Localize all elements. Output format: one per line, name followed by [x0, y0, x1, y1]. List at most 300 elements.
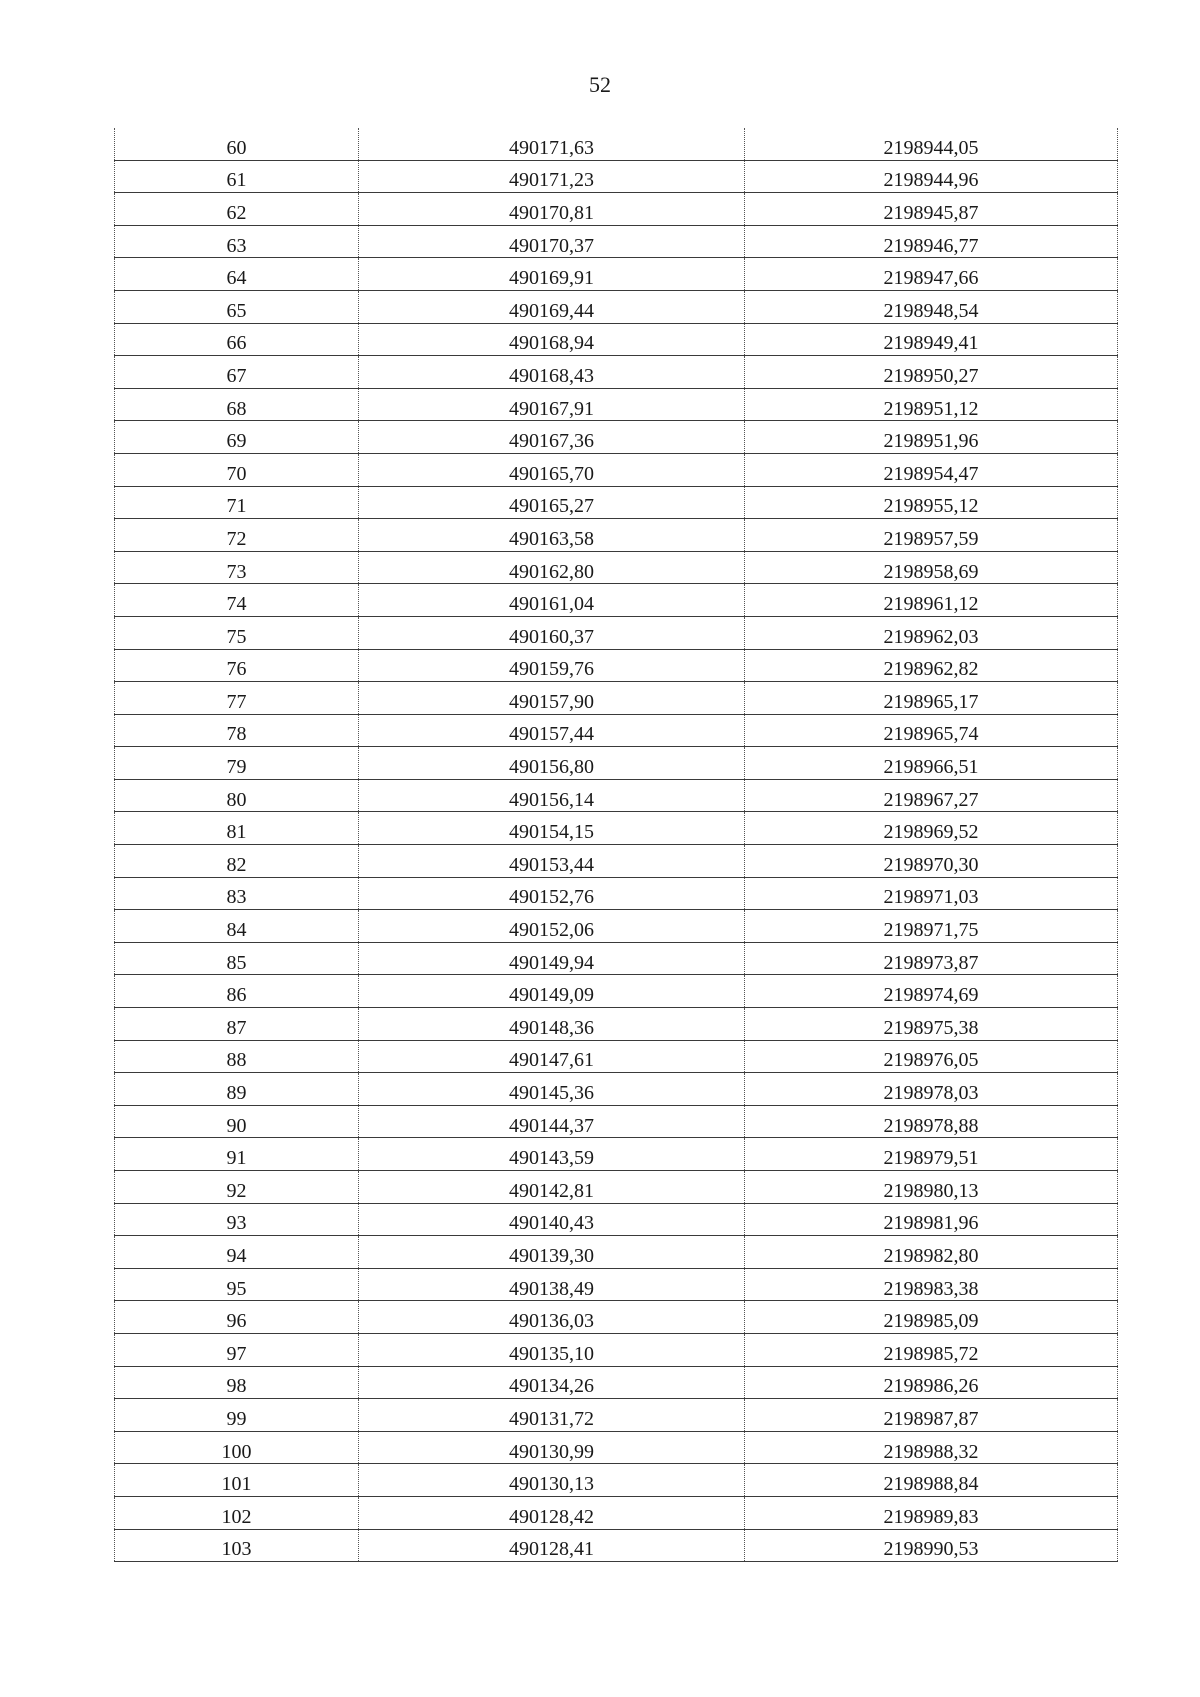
y-coordinate-cell [745, 1203, 1118, 1236]
y-coordinate-cell [745, 1138, 1118, 1171]
point-number-text: 70 [226, 462, 247, 485]
x-coordinate-cell [359, 551, 745, 584]
y-coordinate-cell [745, 812, 1118, 845]
y-coordinate-text: 2198975,38 [883, 1016, 979, 1039]
x-coordinate-cell [359, 128, 745, 160]
y-coordinate-cell [745, 1496, 1118, 1529]
x-coordinate-text: 490136,03 [509, 1310, 594, 1333]
table-row [115, 1431, 1118, 1464]
point-number-cell [115, 1203, 359, 1236]
y-coordinate-cell [745, 519, 1118, 552]
y-coordinate-cell [745, 1105, 1118, 1138]
x-coordinate-cell [359, 1203, 745, 1236]
x-coordinate-text: 490156,80 [509, 756, 594, 779]
table-row [115, 1171, 1118, 1204]
table-row [115, 453, 1118, 486]
table-row [115, 877, 1118, 910]
x-coordinate-cell [359, 356, 745, 389]
x-coordinate-text: 490169,44 [509, 299, 594, 322]
point-number-text: 92 [226, 1179, 247, 1202]
point-number-text: 79 [226, 756, 247, 779]
x-coordinate-text: 490134,26 [509, 1375, 594, 1398]
point-number-text: 101 [221, 1473, 252, 1496]
point-number-text: 90 [226, 1114, 247, 1137]
point-number-text: 71 [226, 495, 247, 518]
y-coordinate-cell [745, 1464, 1118, 1497]
x-coordinate-text: 490170,37 [509, 234, 594, 257]
point-number-cell [115, 942, 359, 975]
point-number-cell [115, 1138, 359, 1171]
point-number-text: 87 [226, 1016, 247, 1039]
x-coordinate-cell [359, 747, 745, 780]
table-row [115, 1008, 1118, 1041]
table-row [115, 1236, 1118, 1269]
x-coordinate-cell [359, 421, 745, 454]
x-coordinate-cell [359, 910, 745, 943]
x-coordinate-text: 490149,09 [509, 984, 594, 1007]
x-coordinate-text: 490171,23 [509, 169, 594, 192]
point-number-cell [115, 453, 359, 486]
point-number-text: 96 [226, 1310, 247, 1333]
point-number-cell [115, 356, 359, 389]
table-row [115, 551, 1118, 584]
y-coordinate-cell [745, 845, 1118, 878]
point-number-cell [115, 421, 359, 454]
table-row [115, 225, 1118, 258]
table-row [115, 1496, 1118, 1529]
y-coordinate-text: 2198962,82 [883, 658, 979, 681]
x-coordinate-text: 490152,76 [509, 886, 594, 909]
y-coordinate-text: 2198988,32 [883, 1440, 979, 1463]
point-number-text: 66 [226, 332, 247, 355]
table-row [115, 1203, 1118, 1236]
x-coordinate-cell [359, 1268, 745, 1301]
y-coordinate-text: 2198983,38 [883, 1277, 979, 1300]
table-row [115, 1268, 1118, 1301]
point-number-text: 83 [226, 886, 247, 909]
point-number-text: 65 [226, 299, 247, 322]
x-coordinate-cell [359, 160, 745, 193]
y-coordinate-cell [745, 453, 1118, 486]
point-number-text: 89 [226, 1082, 247, 1105]
table-row [115, 1301, 1118, 1334]
point-number-text: 86 [226, 984, 247, 1007]
point-number-cell [115, 682, 359, 715]
table-row [115, 1138, 1118, 1171]
point-number-cell [115, 845, 359, 878]
table-row [115, 193, 1118, 226]
point-number-text: 78 [226, 723, 247, 746]
y-coordinate-cell [745, 649, 1118, 682]
point-number-text: 81 [226, 821, 247, 844]
x-coordinate-cell [359, 584, 745, 617]
x-coordinate-text: 490138,49 [509, 1277, 594, 1300]
y-coordinate-text: 2198987,87 [883, 1407, 979, 1430]
y-coordinate-text: 2198973,87 [883, 951, 979, 974]
y-coordinate-text: 2198965,17 [883, 690, 979, 713]
y-coordinate-text: 2198945,87 [883, 201, 979, 224]
y-coordinate-cell [745, 877, 1118, 910]
x-coordinate-cell [359, 975, 745, 1008]
x-coordinate-text: 490154,15 [509, 821, 594, 844]
table-row [115, 845, 1118, 878]
point-number-text: 69 [226, 430, 247, 453]
y-coordinate-text: 2198985,09 [883, 1310, 979, 1333]
x-coordinate-text: 490170,81 [509, 201, 594, 224]
coordinates-table [114, 128, 1118, 1562]
y-coordinate-cell [745, 290, 1118, 323]
x-coordinate-cell [359, 323, 745, 356]
y-coordinate-text: 2198962,03 [883, 625, 979, 648]
x-coordinate-text: 490157,44 [509, 723, 594, 746]
y-coordinate-cell [745, 1431, 1118, 1464]
point-number-text: 80 [226, 788, 247, 811]
point-number-text: 95 [226, 1277, 247, 1300]
y-coordinate-text: 2198944,05 [883, 136, 979, 159]
y-coordinate-cell [745, 1399, 1118, 1432]
y-coordinate-cell [745, 747, 1118, 780]
y-coordinate-cell [745, 160, 1118, 193]
y-coordinate-cell [745, 942, 1118, 975]
x-coordinate-text: 490163,58 [509, 527, 594, 550]
table-row [115, 1040, 1118, 1073]
y-coordinate-cell [745, 1073, 1118, 1106]
table-row [115, 649, 1118, 682]
y-coordinate-text: 2198971,03 [883, 886, 979, 909]
y-coordinate-text: 2198961,12 [883, 593, 979, 616]
point-number-cell [115, 910, 359, 943]
y-coordinate-text: 2198969,52 [883, 821, 979, 844]
x-coordinate-text: 490139,30 [509, 1244, 594, 1267]
y-coordinate-cell [745, 1333, 1118, 1366]
x-coordinate-text: 490171,63 [509, 136, 594, 159]
y-coordinate-cell [745, 1268, 1118, 1301]
point-number-cell [115, 1399, 359, 1432]
x-coordinate-cell [359, 942, 745, 975]
y-coordinate-cell [745, 1366, 1118, 1399]
table-row [115, 290, 1118, 323]
table-row [115, 910, 1118, 943]
point-number-cell [115, 649, 359, 682]
y-coordinate-text: 2198949,41 [883, 332, 979, 355]
y-coordinate-text: 2198988,84 [883, 1473, 979, 1496]
table-row [115, 1529, 1118, 1562]
point-number-cell [115, 128, 359, 160]
y-coordinate-cell [745, 975, 1118, 1008]
x-coordinate-text: 490145,36 [509, 1082, 594, 1105]
point-number-cell [115, 551, 359, 584]
point-number-text: 84 [226, 919, 247, 942]
y-coordinate-cell [745, 779, 1118, 812]
y-coordinate-text: 2198974,69 [883, 984, 979, 1007]
table-row [115, 584, 1118, 617]
y-coordinate-cell [745, 1008, 1118, 1041]
table-row [115, 388, 1118, 421]
y-coordinate-text: 2198982,80 [883, 1244, 979, 1267]
y-coordinate-text: 2198944,96 [883, 169, 979, 192]
point-number-text: 97 [226, 1342, 247, 1365]
y-coordinate-text: 2198990,53 [883, 1538, 979, 1561]
x-coordinate-cell [359, 649, 745, 682]
point-number-cell [115, 290, 359, 323]
point-number-text: 63 [226, 234, 247, 257]
x-coordinate-text: 490140,43 [509, 1212, 594, 1235]
table-row [115, 1399, 1118, 1432]
table-row [115, 975, 1118, 1008]
y-coordinate-text: 2198978,88 [883, 1114, 979, 1137]
point-number-text: 102 [221, 1505, 252, 1528]
point-number-cell [115, 975, 359, 1008]
table-row [115, 258, 1118, 291]
y-coordinate-text: 2198986,26 [883, 1375, 979, 1398]
x-coordinate-cell [359, 1008, 745, 1041]
x-coordinate-cell [359, 877, 745, 910]
point-number-text: 103 [221, 1538, 252, 1561]
x-coordinate-text: 490153,44 [509, 853, 594, 876]
y-coordinate-text: 2198966,51 [883, 756, 979, 779]
y-coordinate-text: 2198967,27 [883, 788, 979, 811]
y-coordinate-text: 2198985,72 [883, 1342, 979, 1365]
x-coordinate-cell [359, 616, 745, 649]
table-row [115, 682, 1118, 715]
y-coordinate-text: 2198947,66 [883, 267, 979, 290]
point-number-text: 91 [226, 1147, 247, 1170]
x-coordinate-cell [359, 682, 745, 715]
x-coordinate-cell [359, 519, 745, 552]
point-number-cell [115, 1333, 359, 1366]
point-number-cell [115, 1366, 359, 1399]
y-coordinate-cell [745, 1236, 1118, 1269]
point-number-cell [115, 877, 359, 910]
y-coordinate-text: 2198955,12 [883, 495, 979, 518]
y-coordinate-cell [745, 323, 1118, 356]
x-coordinate-cell [359, 1366, 745, 1399]
x-coordinate-text: 490128,41 [509, 1538, 594, 1561]
point-number-cell [115, 1040, 359, 1073]
point-number-text: 76 [226, 658, 247, 681]
point-number-text: 98 [226, 1375, 247, 1398]
table-row [115, 747, 1118, 780]
point-number-text: 72 [226, 527, 247, 550]
table-row [115, 1333, 1118, 1366]
coordinates-table-body [115, 128, 1118, 1562]
point-number-cell [115, 519, 359, 552]
x-coordinate-text: 490157,90 [509, 690, 594, 713]
x-coordinate-cell [359, 812, 745, 845]
x-coordinate-cell [359, 290, 745, 323]
x-coordinate-text: 490135,10 [509, 1342, 594, 1365]
y-coordinate-cell [745, 1529, 1118, 1562]
point-number-cell [115, 388, 359, 421]
x-coordinate-cell [359, 225, 745, 258]
y-coordinate-text: 2198970,30 [883, 853, 979, 876]
y-coordinate-text: 2198957,59 [883, 527, 979, 550]
table-row [115, 519, 1118, 552]
point-number-cell [115, 258, 359, 291]
x-coordinate-text: 490128,42 [509, 1505, 594, 1528]
point-number-cell [115, 1268, 359, 1301]
x-coordinate-text: 490130,99 [509, 1440, 594, 1463]
point-number-text: 73 [226, 560, 247, 583]
x-coordinate-cell [359, 1073, 745, 1106]
y-coordinate-text: 2198976,05 [883, 1049, 979, 1072]
x-coordinate-text: 490160,37 [509, 625, 594, 648]
table-row [115, 714, 1118, 747]
x-coordinate-text: 490165,70 [509, 462, 594, 485]
x-coordinate-cell [359, 1236, 745, 1269]
x-coordinate-text: 490168,43 [509, 364, 594, 387]
x-coordinate-cell [359, 1431, 745, 1464]
table-row [115, 812, 1118, 845]
x-coordinate-cell [359, 193, 745, 226]
y-coordinate-cell [745, 1301, 1118, 1334]
x-coordinate-text: 490130,13 [509, 1473, 594, 1496]
table-row [115, 160, 1118, 193]
table-row [115, 356, 1118, 389]
point-number-text: 74 [226, 593, 247, 616]
point-number-text: 60 [226, 136, 247, 159]
x-coordinate-text: 490144,37 [509, 1114, 594, 1137]
point-number-cell [115, 323, 359, 356]
y-coordinate-text: 2198989,83 [883, 1505, 979, 1528]
point-number-text: 82 [226, 853, 247, 876]
point-number-text: 64 [226, 267, 247, 290]
point-number-cell [115, 1464, 359, 1497]
table-row [115, 323, 1118, 356]
point-number-cell [115, 1301, 359, 1334]
x-coordinate-text: 490149,94 [509, 951, 594, 974]
y-coordinate-text: 2198971,75 [883, 919, 979, 942]
point-number-cell [115, 1236, 359, 1269]
point-number-text: 67 [226, 364, 247, 387]
point-number-cell [115, 160, 359, 193]
x-coordinate-cell [359, 1529, 745, 1562]
y-coordinate-cell [745, 486, 1118, 519]
x-coordinate-text: 490159,76 [509, 658, 594, 681]
x-coordinate-text: 490142,81 [509, 1179, 594, 1202]
point-number-cell [115, 584, 359, 617]
point-number-cell [115, 779, 359, 812]
x-coordinate-cell [359, 1138, 745, 1171]
x-coordinate-text: 490167,91 [509, 397, 594, 420]
point-number-cell [115, 1073, 359, 1106]
x-coordinate-text: 490152,06 [509, 919, 594, 942]
x-coordinate-cell [359, 714, 745, 747]
x-coordinate-text: 490167,36 [509, 430, 594, 453]
point-number-cell [115, 1529, 359, 1562]
y-coordinate-cell [745, 616, 1118, 649]
x-coordinate-text: 490168,94 [509, 332, 594, 355]
y-coordinate-cell [745, 128, 1118, 160]
x-coordinate-cell [359, 486, 745, 519]
table-row [115, 1105, 1118, 1138]
y-coordinate-cell [745, 1171, 1118, 1204]
x-coordinate-text: 490162,80 [509, 560, 594, 583]
x-coordinate-cell [359, 1496, 745, 1529]
y-coordinate-cell [745, 193, 1118, 226]
y-coordinate-text: 2198946,77 [883, 234, 979, 257]
point-number-text: 94 [226, 1244, 247, 1267]
point-number-cell [115, 1008, 359, 1041]
table-row [115, 616, 1118, 649]
point-number-cell [115, 1496, 359, 1529]
point-number-text: 88 [226, 1049, 247, 1072]
x-coordinate-cell [359, 453, 745, 486]
y-coordinate-text: 2198981,96 [883, 1212, 979, 1235]
x-coordinate-cell [359, 1301, 745, 1334]
x-coordinate-text: 490169,91 [509, 267, 594, 290]
point-number-text: 62 [226, 201, 247, 224]
x-coordinate-text: 490165,27 [509, 495, 594, 518]
y-coordinate-cell [745, 584, 1118, 617]
y-coordinate-text: 2198951,96 [883, 430, 979, 453]
point-number-text: 68 [226, 397, 247, 420]
y-coordinate-cell [745, 225, 1118, 258]
x-coordinate-cell [359, 845, 745, 878]
x-coordinate-cell [359, 258, 745, 291]
table-row [115, 486, 1118, 519]
point-number-cell [115, 1171, 359, 1204]
x-coordinate-cell [359, 1105, 745, 1138]
y-coordinate-text: 2198950,27 [883, 364, 979, 387]
point-number-cell [115, 616, 359, 649]
y-coordinate-text: 2198980,13 [883, 1179, 979, 1202]
table-row [115, 779, 1118, 812]
point-number-cell [115, 747, 359, 780]
x-coordinate-text: 490143,59 [509, 1147, 594, 1170]
point-number-text: 93 [226, 1212, 247, 1235]
point-number-text: 77 [226, 690, 247, 713]
x-coordinate-cell [359, 1171, 745, 1204]
y-coordinate-cell [745, 1040, 1118, 1073]
y-coordinate-cell [745, 551, 1118, 584]
point-number-cell [115, 225, 359, 258]
x-coordinate-cell [359, 1333, 745, 1366]
table-row [115, 1073, 1118, 1106]
x-coordinate-text: 490147,61 [509, 1049, 594, 1072]
x-coordinate-cell [359, 779, 745, 812]
y-coordinate-cell [745, 356, 1118, 389]
y-coordinate-text: 2198948,54 [883, 299, 979, 322]
point-number-cell [115, 1431, 359, 1464]
point-number-text: 85 [226, 951, 247, 974]
x-coordinate-cell [359, 1464, 745, 1497]
y-coordinate-cell [745, 714, 1118, 747]
point-number-cell [115, 1105, 359, 1138]
point-number-text: 99 [226, 1407, 247, 1430]
x-coordinate-text: 490156,14 [509, 788, 594, 811]
point-number-cell [115, 193, 359, 226]
point-number-cell [115, 714, 359, 747]
y-coordinate-cell [745, 910, 1118, 943]
point-number-text: 61 [226, 169, 247, 192]
y-coordinate-text: 2198954,47 [883, 462, 979, 485]
table-row [115, 1366, 1118, 1399]
x-coordinate-cell [359, 1040, 745, 1073]
table-row [115, 942, 1118, 975]
y-coordinate-cell [745, 388, 1118, 421]
y-coordinate-text: 2198958,69 [883, 560, 979, 583]
table-row [115, 128, 1118, 160]
y-coordinate-cell [745, 421, 1118, 454]
table-row [115, 421, 1118, 454]
point-number-cell [115, 486, 359, 519]
y-coordinate-cell [745, 258, 1118, 291]
point-number-cell [115, 812, 359, 845]
y-coordinate-text: 2198979,51 [883, 1147, 979, 1170]
page-number: 52 [589, 72, 611, 97]
x-coordinate-text: 490161,04 [509, 593, 594, 616]
